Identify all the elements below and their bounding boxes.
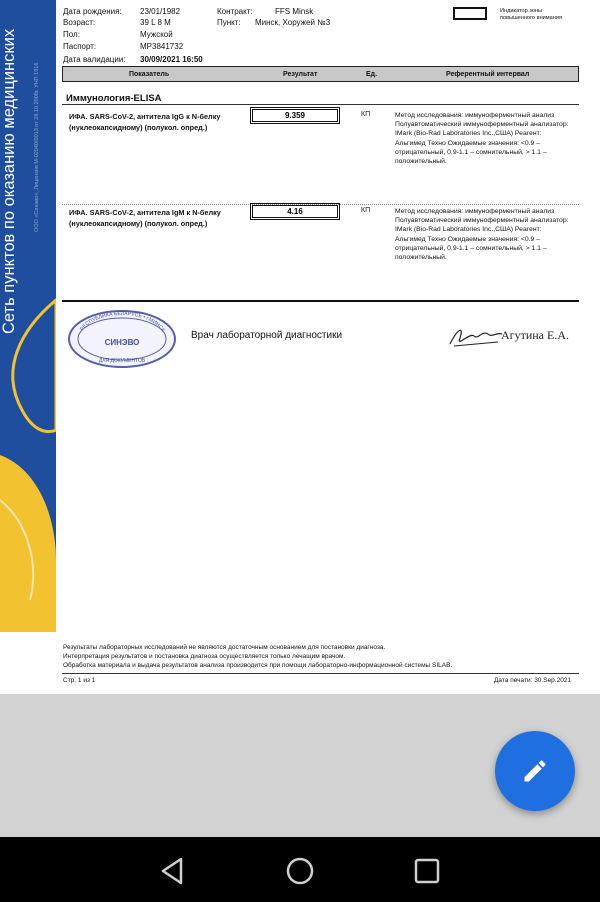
row-1-unit: КП [361, 111, 371, 118]
doctor-title: Врач лабораторной диагностики [191, 330, 343, 341]
back-icon[interactable] [152, 851, 192, 891]
header-result: Результат [283, 71, 318, 78]
section-title: Иммунология-ELISA [66, 93, 162, 104]
row-2-reference: Метод исследования: иммуноферментный анализ Полуавтоматический иммуноферментный анализатор: IMark (Bio-Rad Laboratories Inc.,США) Реагент: Альгимед Техно Ожидаемые значения: <0.9 – отрицательный, 0.9-1.1 – сомнительный, > 1.1 – положительный. [395, 208, 569, 262]
attention-indicator-box [453, 7, 487, 20]
sidebar-title: Сеть пунктов по оказанию медицинских [0, 28, 18, 334]
disclaimer-3: Обработка материала и выдача результатов анализа производится при помощи лабораторно-информационной системы SILAB. [63, 662, 453, 669]
age-value: 39 L 8 M [140, 18, 171, 27]
passport-value: MP3841732 [140, 42, 184, 51]
validation-label: Дата валидации: [63, 55, 126, 64]
dob-label: Дата рождения: [63, 7, 122, 16]
passport-label: Паспорт: [63, 42, 97, 51]
row-1-reference: Метод исследования: иммуноферментный анализ Полуавтоматический иммуноферментный анализатор: IMark (Bio-Rad Laboratories Inc.,США) Реагент: Альгимед Техно Ожидаемые значения: <0.9 – отрицательный, 0.9-1.1 – сомнительный, > 1.1 – положительный. [395, 112, 569, 166]
signature [448, 322, 504, 350]
footer-rule [62, 673, 579, 674]
dob-value: 23/01/1982 [140, 7, 181, 16]
point-value: Минск, Хоружей №3 [255, 18, 331, 27]
header-unit: Ед. [366, 71, 378, 78]
stamp-bottom-text: ДЛЯ ДОКУМЕНТОВ [98, 358, 146, 364]
row-2-name: ИФА. SARS-CoV-2, антитела IgM к N-белку (нуклеокапсидному) (полукол. опред.) [69, 208, 221, 228]
row-2-unit: КП [361, 207, 371, 214]
stamp-top-text: РЕСПУБЛИКА БЕЛАРУСЬ • г.МИНСК [79, 310, 166, 334]
sex-value: Мужской [140, 30, 173, 39]
table-bottom-rule [62, 300, 579, 302]
home-icon[interactable] [280, 851, 320, 891]
header-indicator: Показатель [129, 71, 170, 78]
indicator-label: Индикатор зоны повышенного внимания [500, 8, 562, 21]
page-number: Стр. 1 из 1 [63, 677, 96, 684]
recents-icon[interactable] [407, 851, 447, 891]
pencil-icon [521, 757, 549, 785]
section-rule [62, 104, 579, 105]
print-date: Дата печати: 30.Sep.2021 [494, 677, 572, 684]
edit-button[interactable] [495, 731, 575, 811]
sidebar-banner [0, 0, 56, 632]
table-header [62, 66, 579, 82]
validation-value: 30/09/2021 16:50 [140, 55, 203, 64]
sidebar-fine-print: ООО «Синэво», Лицензия М-02040/0013 от 28.10.2008г. УНП 1916 [34, 62, 40, 232]
doctor-name: Агутина Е.А. [501, 328, 569, 342]
disclaimer-2: Интерпретация результатов и постановка диагноза осуществляется только лечащим врачом. [63, 653, 346, 660]
stamp-center-text: СИНЭВО [104, 338, 140, 347]
contract-label: Контракт: [217, 7, 253, 16]
contract-value: FFS Minsk [275, 7, 314, 16]
point-label: Пункт: [217, 18, 241, 27]
navigation-bar [0, 837, 600, 902]
age-label: Возраст: [63, 18, 96, 27]
lab-stamp [66, 309, 178, 369]
header-ref: Референтный интервал [446, 71, 530, 78]
disclaimer-1: Результаты лабораторных исследований не являются достаточным основанием для постановки диагноза. [63, 644, 386, 651]
row-1-result: 9.359 [252, 109, 338, 122]
sex-label: Пол: [63, 30, 80, 39]
row-1-name: ИФА. SARS-CoV-2, антитела IgG к N-белку (нуклеокапсидному) (полукол. опред.) [69, 112, 221, 132]
row-2-result: 4.16 [252, 205, 338, 218]
